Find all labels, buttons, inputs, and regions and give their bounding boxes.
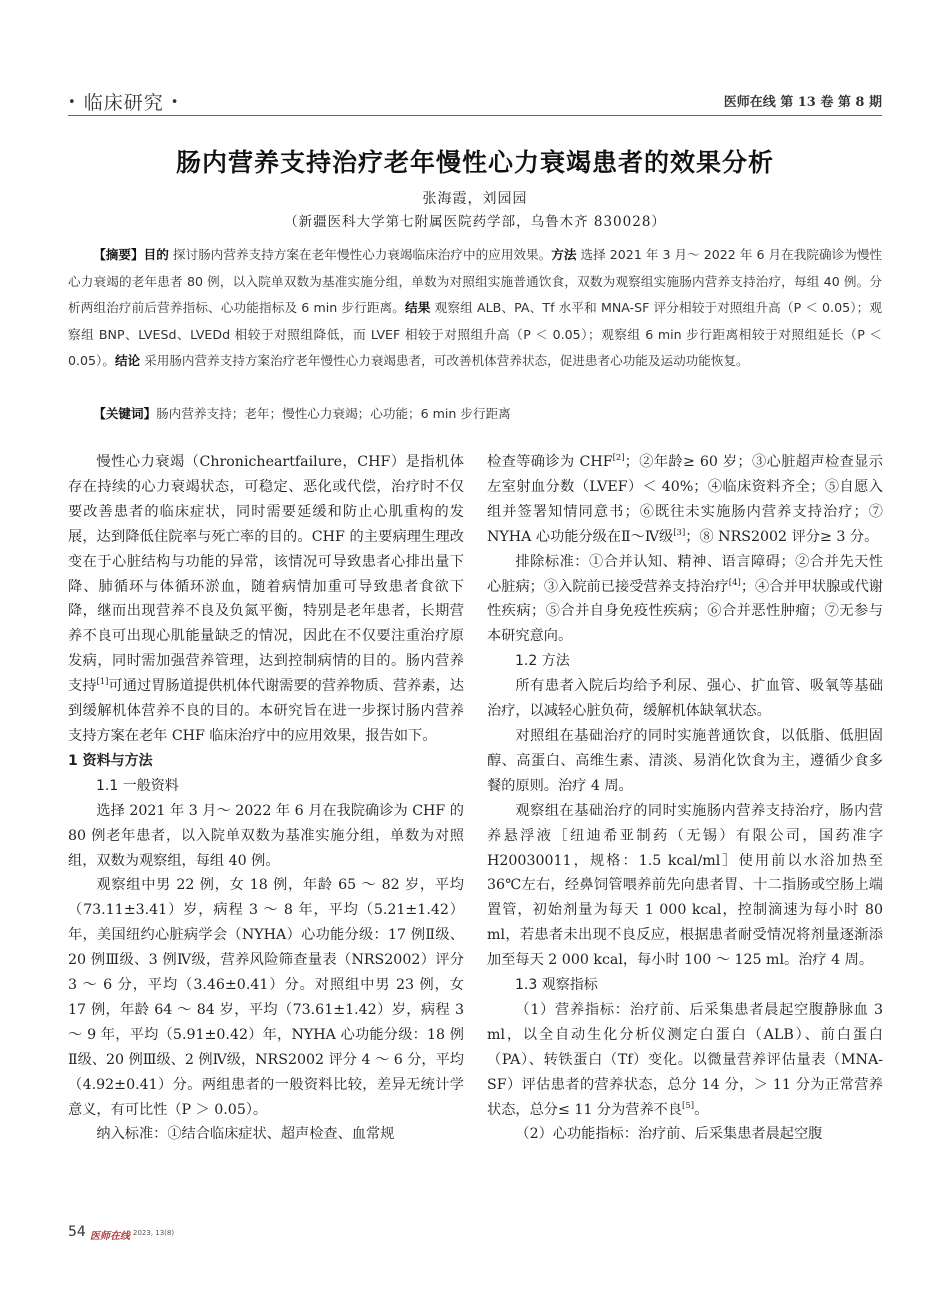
keywords	[68, 401, 882, 427]
body-column-left	[68, 450, 464, 1147]
body-paragraph: 观察组在基础治疗的同时实施肠内营养支持治疗，肠内营养悬浮液［纽迪希亚制药（无锡）有限公司，国药准字 H20030011，规格：1.5 kcal/ml］使用前以水浴加热至 36℃左右，经鼻饲管喂养前先向患者胃、十二指肠或空肠上端置管，初始剂量为每天 1 000 kcal，控制滴速为每小时 80 ml，若患者未出现不良反应，根据患者耐受情况将剂量逐渐添加至每天 2 000 kcal，每小时 100 ～ 125 ml。治疗 4 周。	[487, 802, 883, 969]
abstract-results-label: 结果	[405, 300, 431, 315]
body-text: 。	[694, 1101, 709, 1118]
citation-ref: [1]	[96, 677, 109, 688]
abstract-objective: 探讨肠内营养支持方案在老年慢性心力衰竭临床治疗中的应用效果。	[168, 247, 552, 262]
abstract-results: 观察组 ALB、PA、Tf 水平和 MNA-SF 评分相较于对照组升高（P ＜ 0.05）；观察组 BNP、LVESd、LVEDd 相较于对照组降低，而 LVEF 相较于对照组升高（P ＜ 0.05）；观察组 6 min 步行距离相较于对照组延长（P ＜ 0.05）。	[68, 300, 882, 368]
body-column-right	[487, 450, 883, 1147]
subsection-heading: 1.2 方法	[515, 653, 570, 670]
bullet-icon: •	[170, 95, 180, 110]
citation-ref: [3]	[673, 527, 686, 538]
body-paragraph: 所有患者入院后均给予利尿、强心、扩血管、吸氧等基础治疗，以减轻心脏负荷，缓解机体缺氧状态。	[487, 678, 883, 720]
bullet-icon: •	[68, 95, 77, 110]
body-paragraph: 对照组在基础治疗的同时实施普通饮食，以低脂、低胆固醇、高蛋白、高维生素、清淡、易消化饮食为主，遵循少食多餐的原则。治疗 4 周。	[487, 727, 883, 794]
body-text: ；⑧ NRS2002 评分≥ 3 分。	[685, 528, 879, 545]
body-text: 排除标准：①合并认知、精神、语言障碍；②合并先天性心脏病；③入院前已接受营养支持治疗	[487, 553, 883, 595]
abstract-conclusion-label: 结论	[114, 353, 141, 368]
journal-issue: 医师在线 第 13 卷 第 8 期	[723, 95, 882, 110]
body-paragraph	[487, 550, 883, 650]
intro-text: 慢性心力衰竭（Chronicheartfailure，CHF）是指机体存在持续的心力衰竭状态，可稳定、恶化或代偿，治疗时不仅要改善患者的临床症状，同时需要延缓和防止心肌重构的发展，达到降低住院率与死亡率的目的。CHF 的主要病理生理改变在于心脏结构与功能的异常，该情况可导致患者心排出量下降、肺循环与体循环淤血，随着病情加重可导致患者食欲下降，继而出现营养不良及负氮平衡，特别是老年患者，长期营养不良可出现心肌能量缺乏的情况，因此在不仅要注重治疗原发病，同时需加强营养管理，达到控制病情的目的。肠内营养支持	[68, 454, 464, 695]
abstract-methods-label: 方法	[551, 247, 577, 262]
footer-issue: 2023, 13(8)	[133, 1229, 175, 1237]
body-paragraph: 观察组中男 22 例，女 18 例，年龄 65 ～ 82 岁，平均（73.11±3.41）岁，病程 3 ～ 8 年，平均（5.21±1.42）年，美国纽约心脏病学会（NYHA）心功能分级：17 例Ⅱ级、20 例Ⅲ级、3 例Ⅳ级，营养风险筛查量表（NRS2002）评分 3 ～ 6 分，平均（3.46±0.41）分。对照组中男 23 例，女 17 例，年龄 64 ～ 84 岁，平均（73.61±1.42）岁，病程 3 ～ 9 年，平均（5.91±0.42）年，NYHA 心功能分级：18 例Ⅱ级、20 例Ⅲ级、2 例Ⅳ级，NRS2002 评分 4 ～ 6 分，平均（4.92±0.41）分。两组患者的一般资料比较，差异无统计学意义，有可比性（P ＞ 0.05）。	[68, 877, 464, 1118]
section-label	[68, 88, 179, 115]
keywords-label: 【关键词】	[93, 406, 157, 421]
article-title: 肠内营养支持治疗老年慢性心力衰竭患者的效果分析	[175, 148, 774, 177]
body-text: （1）营养指标：治疗前、后采集患者晨起空腹静脉血 3 ml，以全自动生化分析仪测定白蛋白（ALB）、前白蛋白（PA）、转铁蛋白（Tf）变化。以微量营养评估量表（MNA-SF）评估患者的营养状态，总分 14 分，＞ 11 分为正常营养状态，总分≤ 11 分为营养不良	[487, 1001, 883, 1118]
citation-ref: [4]	[728, 577, 741, 588]
abstract-methods: 选择 2021 年 3 月～ 2022 年 6 月在我院确诊为慢性心力衰竭的老年患者 80 例，以入院单双数为基准实施分组，单数为对照组实施普通饮食，双数为观察组实施肠内营养支持治疗，每组 40 例。分析两组治疗前后营养指标、心功能指标及 6 min 步行距离。	[68, 247, 883, 315]
abstract-label: 【摘要】	[93, 247, 144, 262]
section-heading: 1 资料与方法	[68, 752, 153, 769]
citation-ref: [5]	[682, 1100, 695, 1111]
subsection-heading: 1.3 观察指标	[515, 977, 598, 994]
body-text: 检查等确诊为 CHF	[487, 454, 613, 470]
article-authors: 张海霞，刘园园	[422, 191, 528, 207]
journal-logo: 医师在线	[90, 1231, 130, 1242]
section-name: 临床研究	[83, 92, 164, 114]
intro-paragraph	[68, 450, 464, 749]
body-text: ；②年龄≥ 60 岁；③心脏超声检查显示左室射血分数（LVEF）＜ 40%；④临床资料齐全；⑤自愿入组并签署知情同意书；⑥既往未实施肠内营养支持治疗；⑦ NYHA 心功能分级在Ⅱ～Ⅳ级	[487, 454, 883, 545]
body-paragraph: 纳入标准：①结合临床症状、超声检查、血常规	[96, 1126, 395, 1143]
page-number: 54	[68, 1224, 86, 1240]
subsection-heading: 1.1 一般资料	[96, 777, 179, 794]
intro-text: 可通过胃肠道提供机体代谢需要的营养物质、营养素，达到缓解机体营养不良的目的。本研究旨在进一步探讨肠内营养支持方案在老年 CHF 临床治疗中的应用效果，报告如下。	[68, 678, 464, 744]
body-text: ；④合并甲状腺或代谢性疾病；⑤合并自身免疫性疾病；⑥合并恶性肿瘤；⑦无参与本研究意向。	[487, 578, 883, 645]
keywords-text: 肠内营养支持；老年；慢性心力衰竭；心功能；6 min 步行距离	[156, 406, 511, 421]
body-paragraph: 选择 2021 年 3 月～ 2022 年 6 月在我院确诊为 CHF 的 80 例老年患者，以入院单双数为基准实施分组，单数为对照组，双数为观察组，每组 40 例。	[68, 802, 464, 869]
header-divider	[68, 115, 882, 116]
citation-ref: [2]	[612, 453, 625, 463]
abstract-objective-label: 目的	[143, 247, 169, 262]
article-affiliation: （新疆医科大学第七附属医院药学部，乌鲁木齐 830028）	[284, 214, 666, 230]
body-paragraph	[487, 998, 883, 1123]
abstract-conclusion: 采用肠内营养支持方案治疗老年慢性心力衰竭患者，可改善机体营养状态，促进患者心功能及运动功能恢复。	[140, 353, 749, 368]
abstract	[68, 242, 882, 375]
body-paragraph: （2）心功能指标：治疗前、后采集患者晨起空腹	[515, 1126, 823, 1143]
body-paragraph	[487, 450, 883, 550]
